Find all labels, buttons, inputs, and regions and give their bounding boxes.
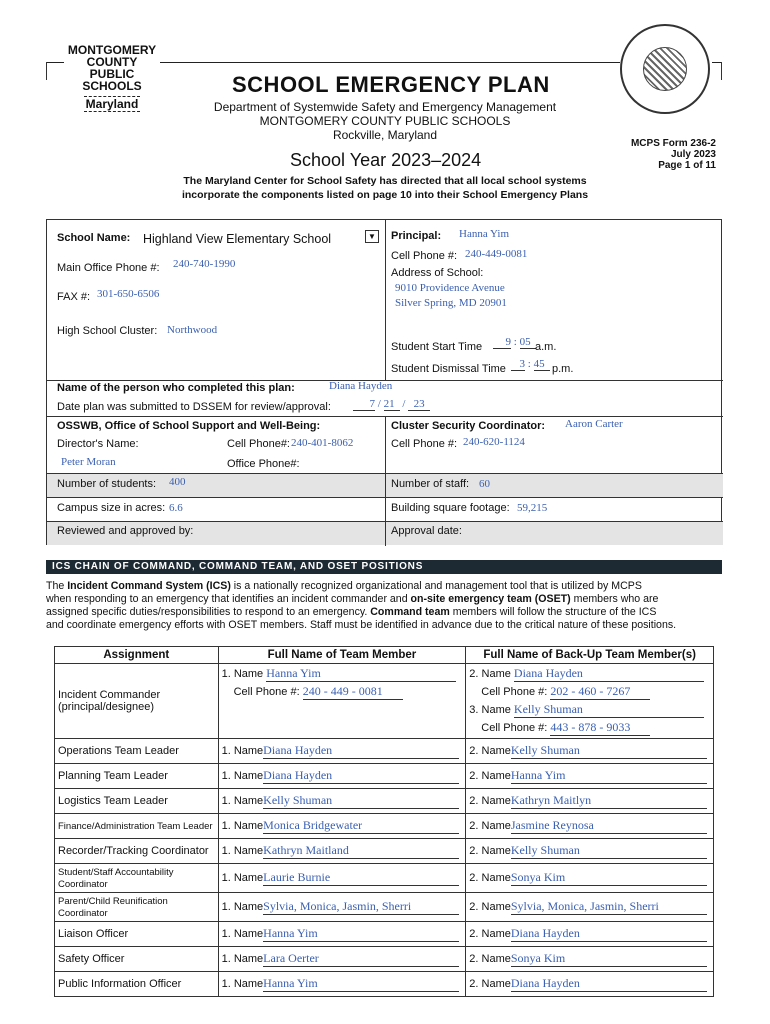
role-label: Logistics Team Leader [58, 795, 168, 807]
backup-name-field[interactable]: Diana Hayden [511, 926, 707, 942]
backup-cell [466, 814, 714, 839]
primary-name-field[interactable]: Hanna Yim [266, 666, 456, 682]
staff-field[interactable]: 60 [479, 478, 490, 490]
role-label: Parent/Child Reunification Coordinator [58, 896, 168, 919]
primary-cell [218, 739, 466, 764]
table-row [55, 789, 714, 814]
logo-line: PUBLIC [89, 67, 135, 81]
principal-field[interactable]: Hanna Yim [459, 228, 509, 240]
name-label: 1. Name [221, 928, 264, 940]
role-label: Safety Officer [58, 953, 125, 965]
divider [721, 62, 722, 80]
coordinator-cell-field[interactable]: 240-620-1124 [463, 436, 525, 448]
district: MONTGOMERY COUNTY PUBLIC SCHOOLS [259, 114, 511, 128]
primary-cell [218, 814, 466, 839]
osswb-label [57, 420, 320, 432]
text: assigned specific duties/responsibilities to respond to an emergency. [46, 606, 371, 618]
name-label: 2. Name [469, 845, 511, 857]
backup-cell [466, 839, 714, 864]
column-header: Full Name of Back-Up Team Member(s) [466, 647, 714, 664]
role-cell [55, 922, 219, 947]
hour: 9 [493, 336, 511, 349]
name-label: 1. Name [221, 820, 264, 832]
table-row [55, 972, 714, 997]
director-label: Director's Name: [57, 438, 139, 450]
name-label: 2. Name [469, 770, 511, 782]
school-name-select[interactable]: Highland View Elementary School [143, 232, 332, 246]
department: Department of Systemwide Safety and Emergency Management [213, 100, 557, 114]
school-info-box [46, 219, 722, 545]
role-label: Recorder/Tracking Coordinator [58, 845, 209, 857]
label-text: School Name: [57, 232, 131, 244]
role-cell [55, 839, 219, 864]
mandate-line: incorporate the components listed on page 10 into their School Emergency Plans [181, 189, 589, 201]
cluster-label: High School Cluster: [57, 325, 158, 337]
backup-name-field[interactable]: Diana Hayden [511, 976, 707, 992]
campus-label: Campus size in acres: [57, 502, 166, 514]
backup-name-field[interactable]: Sylvia, Monica, Jasmin, Sherri [511, 899, 707, 915]
name-label: 2. Name [469, 928, 511, 940]
divider [46, 62, 64, 63]
text: The [46, 580, 68, 592]
backup-cell [466, 864, 714, 893]
role-cell [55, 972, 219, 997]
name-label: 3. Name [469, 704, 511, 716]
primary-name-field[interactable]: Kathryn Maitland [263, 843, 459, 859]
dismissal-time-label: Student Dismissal Time [391, 363, 506, 375]
backup-cell [466, 664, 714, 739]
ics-description [46, 580, 726, 632]
role-label: Operations Team Leader [58, 745, 179, 757]
logo-line: COUNTY [86, 55, 138, 69]
fax-field[interactable]: 301-650-6506 [97, 288, 160, 300]
school-name-label [57, 232, 130, 244]
team-table [54, 646, 714, 997]
address-label: Address of School: [391, 267, 484, 279]
label-text: Principal: [391, 230, 442, 242]
name-label: 1. Name [221, 872, 264, 884]
minute: 45 [534, 358, 550, 371]
incident-commander-row [55, 664, 714, 739]
coordinator-label [391, 420, 545, 432]
completed-by-field[interactable]: Diana Hayden [329, 380, 393, 392]
role-cell [55, 664, 219, 739]
text: members who are [570, 593, 659, 605]
submitted-date-label: Date plan was submitted to DSSEM for review/approval: [57, 401, 331, 413]
primary-cell [218, 764, 466, 789]
principal-label [391, 230, 441, 242]
primary-name-field[interactable]: Diana Hayden [263, 743, 459, 759]
main-phone-field[interactable]: 240-740-1990 [173, 258, 236, 270]
principal-cell-field[interactable]: 240-449-0081 [465, 248, 528, 260]
role-cell [55, 947, 219, 972]
role-label: Student/Staff Accountability Coordinator [58, 867, 174, 890]
backup-name-field[interactable]: Kelly Shuman [514, 702, 704, 718]
primary-name-field[interactable]: Diana Hayden [263, 768, 459, 784]
students-field[interactable]: 400 [169, 476, 186, 488]
name-label: 2. Name [469, 872, 511, 884]
table-row [55, 814, 714, 839]
city: Rockville, Maryland [332, 128, 438, 142]
name-label: 2. Name [469, 668, 511, 680]
year: 23 [408, 398, 430, 411]
primary-cell [218, 972, 466, 997]
primary-name-field[interactable]: Lara Oerter [263, 951, 459, 967]
table-row [55, 764, 714, 789]
form-date: July 2023 [670, 149, 716, 160]
director-cell-field[interactable]: 240-401-8062 [291, 437, 354, 449]
backup-cell [466, 947, 714, 972]
name-label: 1. Name [221, 745, 264, 757]
label-text: OSSWB, Office of School Support and Well-Being: [57, 420, 321, 432]
name-label: 1. Name [221, 901, 264, 913]
table-row [55, 739, 714, 764]
mandate-line: The Maryland Center for School Safety has directed that all local school systems [183, 175, 587, 187]
role-label: Public Information Officer [58, 978, 182, 990]
backup-name-field[interactable]: Diana Hayden [514, 666, 704, 682]
sqft-label: Building square footage: [391, 502, 510, 514]
name-label: 2. Name [469, 953, 511, 965]
form-number: MCPS Form 236-2 [630, 138, 716, 149]
primary-cell [218, 893, 466, 922]
backup-name-field[interactable]: Jasmine Reynosa [511, 818, 707, 834]
staff-label: Number of staff: [391, 478, 470, 490]
director-cell-label: Cell Phone#: [227, 438, 290, 450]
am-label: a.m. [535, 341, 557, 353]
backup-name-field[interactable]: Sonya Kim [511, 870, 707, 886]
cluster-field[interactable]: Northwood [167, 324, 218, 336]
backup-cell [466, 893, 714, 922]
text: Command team [370, 606, 450, 618]
chevron-down-icon[interactable]: ▼ [365, 230, 379, 243]
pm-label: p.m. [552, 363, 574, 375]
backup-name-field[interactable]: Kathryn Maitlyn [511, 793, 707, 809]
divider [46, 62, 47, 80]
divider [385, 220, 386, 380]
primary-cell [218, 864, 466, 893]
primary-cell [218, 922, 466, 947]
primary-cell [218, 789, 466, 814]
month: 7 [353, 398, 375, 411]
submitted-date-field[interactable]: 7 / 21 / 23 [353, 398, 430, 411]
dismissal-time-field[interactable]: 3 : 45 [511, 358, 550, 371]
mandate-text [100, 174, 670, 202]
primary-cell [218, 664, 466, 739]
para-line [46, 606, 726, 619]
backup-cell [466, 922, 714, 947]
start-time-label: Student Start Time [391, 341, 483, 353]
day: 21 [384, 398, 400, 411]
name-label: 2. Name [469, 820, 511, 832]
cell-label: Cell Phone #: [481, 686, 548, 698]
completed-by-label [57, 382, 295, 394]
backup-cell-field[interactable]: 202 - 460 - 7267 [550, 684, 650, 700]
column-header: Assignment [55, 647, 219, 664]
students-label: Number of students: [57, 478, 157, 490]
text: Incident Command System (ICS) [67, 580, 231, 592]
county-seal-icon [620, 24, 710, 114]
hour: 3 [511, 358, 525, 371]
backup-name-field[interactable]: Kelly Shuman [511, 843, 707, 859]
coordinator-cell-label: Cell Phone #: [391, 438, 458, 450]
form-info [616, 138, 716, 171]
cell-label: Cell Phone #: [233, 686, 300, 698]
para-line [46, 580, 726, 593]
role-cell [55, 814, 219, 839]
backup-cell [466, 789, 714, 814]
table-row [55, 839, 714, 864]
backup-cell [466, 764, 714, 789]
role-cell [55, 764, 219, 789]
para-line [46, 593, 726, 606]
primary-cell-field[interactable]: 240 - 449 - 0081 [303, 684, 403, 700]
name-label: 1. Name [221, 770, 264, 782]
role-cell [55, 789, 219, 814]
role-label: Planning Team Leader [58, 770, 168, 782]
coordinator-field[interactable]: Aaron Carter [565, 418, 623, 430]
minute: 05 [520, 336, 536, 349]
address-line-2[interactable]: Silver Spring, MD 20901 [395, 297, 507, 309]
office-phone-label: Office Phone#: [227, 458, 300, 470]
primary-name-field[interactable]: Sylvia, Monica, Jasmin, Sherri [263, 899, 459, 915]
cell-label: Cell Phone #: [481, 722, 548, 734]
primary-name-field[interactable]: Monica Bridgewater [263, 818, 459, 834]
page-number: Page 1 of 11 [658, 160, 716, 171]
mcps-logo [66, 44, 158, 112]
campus-field[interactable]: 6.6 [169, 502, 183, 514]
role-cell [55, 893, 219, 922]
divider [385, 473, 386, 546]
role-label: Liaison Officer [58, 928, 129, 940]
name-label: 1. Name [221, 978, 264, 990]
name-label: 2. Name [469, 978, 511, 990]
label-text: Name of the person who completed this plan: [57, 382, 295, 394]
backup-cell [466, 739, 714, 764]
text: on-site emergency team (OSET) [410, 593, 571, 605]
logo-line: MONTGOMERY [67, 43, 157, 57]
name-label: 2. Name [469, 795, 511, 807]
logo-state: Maryland [85, 97, 139, 111]
name-label: 1. Name [221, 668, 264, 680]
table-header-row [55, 647, 714, 664]
role-label: Incident Commander [58, 689, 161, 701]
address-line-1[interactable]: 9010 Providence Avenue [395, 282, 505, 294]
backup-name-field[interactable]: Sonya Kim [511, 951, 707, 967]
table-row [55, 922, 714, 947]
column-header: Full Name of Team Member [218, 647, 466, 664]
sqft-field[interactable]: 59,215 [517, 502, 548, 514]
role-label: Finance/Administration Team Leader [58, 821, 213, 832]
approval-date-label: Approval date: [391, 525, 462, 537]
main-phone-label: Main Office Phone #: [57, 262, 160, 274]
backup-name-field[interactable]: Hanna Yim [511, 768, 707, 784]
table-row [55, 947, 714, 972]
primary-cell [218, 839, 466, 864]
reviewed-label: Reviewed and approved by: [57, 525, 194, 537]
backup-cell-field[interactable]: 443 - 878 - 9033 [550, 720, 650, 736]
director-field[interactable]: Peter Moran [61, 456, 116, 468]
school-year: School Year 2023–2024 [290, 150, 482, 170]
name-label: 2. Name [469, 901, 511, 913]
role-label: (principal/designee) [58, 701, 154, 713]
start-hour-field[interactable]: 9 : 05 [493, 336, 536, 349]
table-row [55, 893, 714, 922]
text: members will follow the structure of the ICS [449, 606, 657, 618]
page-title: SCHOOL EMERGENCY PLAN [232, 72, 550, 97]
para-line: and coordinate emergency efforts with OSET members. Staff must be identified in advance due to the critical nature of these positions. [46, 619, 677, 631]
backup-name-field[interactable]: Kelly Shuman [511, 743, 707, 759]
primary-cell [218, 947, 466, 972]
primary-name-field[interactable]: Hanna Yim [263, 926, 459, 942]
text: is a nationally recognized organizational and management tool that is utilized by MCPS [230, 580, 642, 592]
principal-cell-label: Cell Phone #: [391, 250, 458, 262]
primary-name-field[interactable]: Kelly Shuman [263, 793, 459, 809]
fax-label: FAX #: [57, 291, 91, 303]
name-label: 1. Name [221, 845, 264, 857]
backup-cell [466, 972, 714, 997]
text: when responding to an emergency that identifies an incident commander and [46, 593, 411, 605]
name-label: 1. Name [221, 795, 264, 807]
primary-name-field[interactable]: Laurie Burnie [263, 870, 459, 886]
logo-line: SCHOOLS [82, 79, 142, 93]
primary-name-field[interactable]: Hanna Yim [263, 976, 459, 992]
role-cell [55, 739, 219, 764]
name-label: 2. Name [469, 745, 511, 757]
department-block [160, 100, 610, 142]
role-cell [55, 864, 219, 893]
table-row [55, 864, 714, 893]
divider [160, 62, 620, 63]
name-label: 1. Name [221, 953, 264, 965]
section-header: ICS CHAIN OF COMMAND, COMMAND TEAM, AND OSET POSITIONS [46, 560, 722, 574]
label-text: Cluster Security Coordinator: [391, 420, 546, 432]
